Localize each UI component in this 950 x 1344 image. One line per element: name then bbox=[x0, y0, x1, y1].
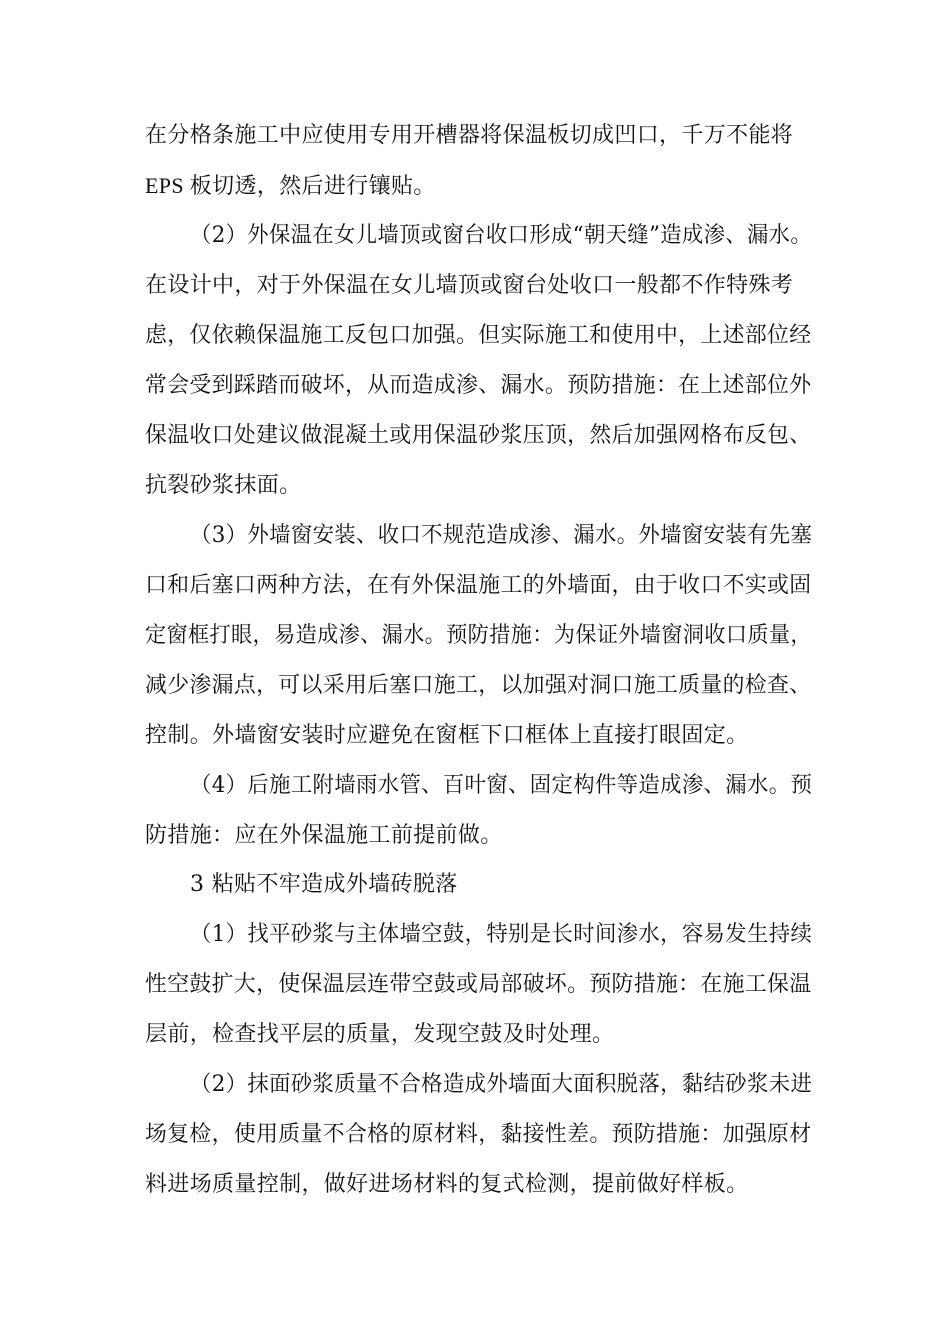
paragraph-line: 场复检，使用质量不合格的原材料，黏接性差。预防措施：加强原材 bbox=[145, 1122, 812, 1147]
paragraph-line: 抗裂砂浆抹面。 bbox=[145, 473, 302, 498]
paragraph-line: 性空鼓扩大，使保温层连带空鼓或局部破坏。预防措施：在施工保温 bbox=[145, 972, 812, 997]
paragraph-line: （1）找平砂浆与主体墙空鼓，特别是长时间渗水，容易发生持续 bbox=[190, 922, 813, 947]
paragraph-line: 控制。外墙窗安装时应避免在窗框下口框体上直接打眼固定。 bbox=[145, 723, 749, 748]
paragraph-line: 常会受到踩踏而破坏，从而造成渗、漏水。预防措施：在上述部位外 bbox=[145, 373, 812, 398]
paragraph-line: 料进场质量控制，做好进场材料的复式检测，提前做好样板。 bbox=[145, 1172, 749, 1197]
paragraph-line: 定窗框打眼，易造成渗、漏水。预防措施：为保证外墙窗洞收口质量， bbox=[145, 623, 812, 648]
paragraph-line: 虑，仅依赖保温施工反包口加强。但实际施工和使用中，上述部位经 bbox=[145, 323, 812, 348]
paragraph-line: 在设计中，对于外保温在女儿墙顶或窗台处收口一般都不作特殊考 bbox=[145, 273, 794, 298]
paragraph-line: 减少渗漏点，可以采用后塞口施工，以加强对洞口施工质量的检查、 bbox=[145, 673, 812, 698]
section-heading: 3 粘贴不牢造成外墙砖脱落 bbox=[190, 872, 458, 897]
paragraph-line: （3）外墙窗安装、收口不规范造成渗、漏水。外墙窗安装有先塞 bbox=[190, 523, 813, 548]
paragraph-line: 层前，检查找平层的质量，发现空鼓及时处理。 bbox=[145, 1022, 615, 1047]
paragraph-line: 防措施：应在外保温施工前提前做。 bbox=[145, 823, 503, 848]
paragraph-line: 口和后塞口两种方法，在有外保温施工的外墙面，由于收口不实或固 bbox=[145, 573, 812, 598]
paragraph-line: （2）外保温在女儿墙顶或窗台收口形成“朝天缝”造成渗、漏水。 bbox=[190, 223, 813, 248]
paragraph-line: 保温收口处建议做混凝土或用保温砂浆压顶，然后加强网格布反包、 bbox=[145, 423, 812, 448]
paragraph-line: EPS 板切透，然后进行镶贴。 bbox=[145, 173, 436, 198]
paragraph-line: （4）后施工附墙雨水管、百叶窗、固定构件等造成渗、漏水。预 bbox=[190, 773, 813, 798]
paragraph-line: 在分格条施工中应使用专用开槽器将保温板切成凹口，千万不能将 bbox=[145, 123, 794, 148]
paragraph-line: （2）抹面砂浆质量不合格造成外墙面大面积脱落，黏结砂浆未进 bbox=[190, 1072, 813, 1097]
